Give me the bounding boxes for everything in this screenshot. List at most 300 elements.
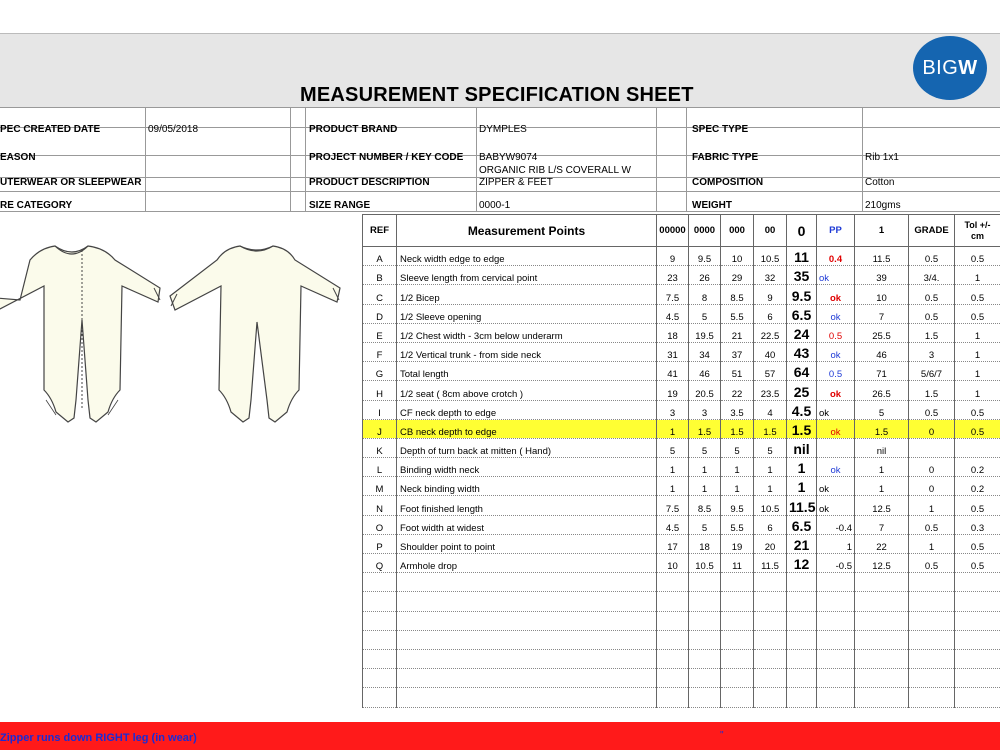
cell-ref: N [363,496,397,515]
cell-grade: 0.5 [909,247,955,266]
cell-s1: 7.5 [657,496,689,515]
cell-s2: 8 [689,285,721,304]
cell-s1: 17 [657,534,689,553]
cell-mp: Shoulder point to point [397,534,657,553]
table-row [363,342,1000,361]
cell-s2: 34 [689,342,721,361]
spec-type-label: SPEC TYPE [692,124,749,135]
header-size-00: 00 [754,215,787,247]
empty-cell [817,649,855,668]
cell-s6: 1 [855,477,909,496]
empty-cell [754,573,787,592]
cell-s5: 21 [787,534,817,553]
empty-cell [817,573,855,592]
cell-ref: A [363,247,397,266]
cell-s2: 20.5 [689,381,721,400]
cell-s4: 5 [754,438,787,457]
cell-s4: 40 [754,342,787,361]
table-row [363,515,1000,534]
empty-row [363,611,1000,630]
cell-tol: 1 [955,266,1000,285]
cell-pp: ok [817,477,855,496]
empty-cell [754,669,787,688]
cell-s6: 1.5 [855,419,909,438]
cell-mp: 1/2 seat ( 8cm above crotch ) [397,381,657,400]
empty-cell [955,573,1000,592]
cell-grade: 1 [909,534,955,553]
cell-pp: ok [817,496,855,515]
product-description-value-line2: ZIPPER & FEET [479,177,553,188]
cell-mp: Neck width edge to edge [397,247,657,266]
cell-tol: 0.5 [955,400,1000,419]
cell-s1: 19 [657,381,689,400]
empty-cell [955,649,1000,668]
cell-s5: 12 [787,554,817,573]
cell-tol: 1 [955,362,1000,381]
cell-s1: 41 [657,362,689,381]
empty-cell [909,592,955,611]
cell-ref: D [363,304,397,323]
table-row [363,400,1000,419]
page-title: MEASUREMENT SPECIFICATION SHEET [300,84,694,106]
cell-s2: 1 [689,477,721,496]
fabric-type-value: Rib 1x1 [865,152,899,163]
cell-s6: 10 [855,285,909,304]
empty-row [363,630,1000,649]
empty-cell [721,630,754,649]
cell-pp: ok [817,304,855,323]
cell-s2: 9.5 [689,247,721,266]
empty-cell [657,688,689,707]
header-tolerance: Tol +/- cm [955,215,1000,247]
empty-cell [955,688,1000,707]
empty-cell [855,611,909,630]
cell-s4: 11.5 [754,554,787,573]
cell-s4: 6 [754,515,787,534]
cell-grade: 1.5 [909,323,955,342]
header-size-1: 1 [855,215,909,247]
cell-tol: 1 [955,342,1000,361]
cell-s2: 8.5 [689,496,721,515]
top-margin [0,0,1000,33]
empty-cell [909,611,955,630]
cell-pp: 0.5 [817,323,855,342]
cell-tol: 0.5 [955,304,1000,323]
empty-cell [721,669,754,688]
cell-mp: 1/2 Vertical trunk - from side neck [397,342,657,361]
cell-s3: 5.5 [721,515,754,534]
header-size-000: 000 [721,215,754,247]
empty-cell [787,688,817,707]
cell-grade: 3 [909,342,955,361]
cell-tol: 0.2 [955,458,1000,477]
empty-cell [397,649,657,668]
empty-cell [909,630,955,649]
cell-ref: O [363,515,397,534]
cell-s4: 1.5 [754,419,787,438]
cell-s2: 3 [689,400,721,419]
cell-s6: 22 [855,534,909,553]
cell-grade: 3/4. [909,266,955,285]
cell-s3: 11 [721,554,754,573]
empty-cell [397,611,657,630]
cell-s6: 11.5 [855,247,909,266]
empty-cell [397,630,657,649]
cell-s4: 10.5 [754,496,787,515]
empty-cell [817,630,855,649]
cell-s3: 10 [721,247,754,266]
cell-s5: 6.5 [787,515,817,534]
cell-s6: nil [855,438,909,457]
empty-cell [754,592,787,611]
empty-cell [657,669,689,688]
cell-grade: 0.5 [909,515,955,534]
empty-cell [855,669,909,688]
cell-s5: 43 [787,342,817,361]
cell-s1: 7.5 [657,285,689,304]
project-number-value: BABYW9074 [479,152,538,163]
empty-cell [721,573,754,592]
fabric-type-label: FABRIC TYPE [692,152,759,163]
table-row [363,534,1000,553]
product-brand-value: DYMPLES [479,124,527,135]
cell-s1: 31 [657,342,689,361]
table-row [363,362,1000,381]
cell-s1: 23 [657,266,689,285]
cell-mp: 1/2 Chest width - 3cm below underarm [397,323,657,342]
header-pp: PP [817,215,855,247]
footer-mark: " [720,730,724,741]
cell-tol: 0.3 [955,515,1000,534]
footer-note: Zipper runs down RIGHT leg (in wear) [0,732,197,744]
cell-pp: 1 [817,534,855,553]
cell-s6: 7 [855,515,909,534]
table-row [363,496,1000,515]
cell-s5: nil [787,438,817,457]
cell-s6: 25.5 [855,323,909,342]
empty-cell [689,688,721,707]
cell-s2: 18 [689,534,721,553]
empty-cell [817,669,855,688]
cell-s3: 1 [721,458,754,477]
empty-row [363,592,1000,611]
empty-cell [754,649,787,668]
cell-pp: -0.5 [817,554,855,573]
cell-s3: 37 [721,342,754,361]
table-row [363,381,1000,400]
cell-s1: 1 [657,477,689,496]
cell-pp: ok [817,419,855,438]
cell-s2: 5 [689,515,721,534]
cell-grade [909,438,955,457]
cell-s2: 26 [689,266,721,285]
empty-cell [855,573,909,592]
cell-s3: 5 [721,438,754,457]
empty-cell [363,611,397,630]
table-header-row [363,215,1000,247]
empty-row [363,688,1000,707]
cell-s2: 5 [689,304,721,323]
cell-ref: K [363,438,397,457]
spec-created-date-value: 09/05/2018 [148,124,199,135]
cell-s5: 25 [787,381,817,400]
cell-grade: 0.5 [909,400,955,419]
header-grade: GRADE [909,215,955,247]
cell-s4: 32 [754,266,787,285]
table-row [363,438,1000,457]
empty-cell [787,630,817,649]
header-ref: REF [363,215,397,247]
table-row [363,323,1000,342]
cell-s6: 71 [855,362,909,381]
empty-cell [363,592,397,611]
empty-cell [363,688,397,707]
cell-s5: 11.5 [787,496,817,515]
cell-s6: 26.5 [855,381,909,400]
spec-created-date-label: PEC CREATED DATE [0,124,101,135]
cell-s4: 1 [754,458,787,477]
cell-s4: 23.5 [754,381,787,400]
cell-s3: 5.5 [721,304,754,323]
cell-s2: 10.5 [689,554,721,573]
cell-tol: 0.5 [955,496,1000,515]
cell-mp: Binding width neck [397,458,657,477]
empty-cell [721,592,754,611]
cell-mp: Depth of turn back at mitten ( Hand) [397,438,657,457]
weight-value: 210gms [865,200,901,211]
cell-tol: 1 [955,381,1000,400]
cell-s6: 5 [855,400,909,419]
cell-mp: 1/2 Sleeve opening [397,304,657,323]
cell-s3: 9.5 [721,496,754,515]
cell-s3: 21 [721,323,754,342]
cell-s1: 3 [657,400,689,419]
cell-ref: B [363,266,397,285]
cell-s3: 51 [721,362,754,381]
table-row [363,266,1000,285]
cell-grade: 5/6/7 [909,362,955,381]
cell-pp: 0.5 [817,362,855,381]
empty-cell [363,669,397,688]
cell-s6: 46 [855,342,909,361]
header-size-0: 0 [787,215,817,247]
cell-tol: 0.5 [955,534,1000,553]
empty-cell [787,669,817,688]
empty-cell [787,573,817,592]
empty-cell [955,669,1000,688]
cell-s5: 1 [787,458,817,477]
empty-cell [855,630,909,649]
empty-cell [657,573,689,592]
empty-cell [909,573,955,592]
cell-mp: Foot finished length [397,496,657,515]
cell-s3: 1.5 [721,419,754,438]
measurement-table [362,214,1000,708]
size-range-label: SIZE RANGE [309,200,371,211]
cell-s3: 3.5 [721,400,754,419]
cell-mp: CB neck depth to edge [397,419,657,438]
cell-s4: 1 [754,477,787,496]
product-description-value: ORGANIC RIB L/S COVERALL W [479,165,631,176]
empty-cell [909,669,955,688]
cell-grade: 0 [909,419,955,438]
empty-cell [787,649,817,668]
cell-pp: ok [817,342,855,361]
cell-mp: 1/2 Bicep [397,285,657,304]
empty-cell [657,592,689,611]
cell-mp: CF neck depth to edge [397,400,657,419]
empty-cell [397,573,657,592]
spec-info-grid [0,107,1000,212]
cell-s1: 10 [657,554,689,573]
cell-s6: 39 [855,266,909,285]
empty-cell [855,688,909,707]
cell-s2: 1 [689,458,721,477]
cell-grade: 0.5 [909,285,955,304]
table-row [363,477,1000,496]
cell-s3: 22 [721,381,754,400]
empty-cell [689,592,721,611]
cell-grade: 1.5 [909,381,955,400]
cell-s5: 4.5 [787,400,817,419]
cell-grade: 0 [909,477,955,496]
empty-cell [909,649,955,668]
weight-label: WEIGHT [692,200,732,211]
cell-s4: 4 [754,400,787,419]
cell-ref: H [363,381,397,400]
cell-s2: 19.5 [689,323,721,342]
logo-prefix: BIG [922,56,959,79]
cell-s1: 5 [657,438,689,457]
composition-value: Cotton [865,177,895,188]
cell-tol: 0.5 [955,419,1000,438]
empty-cell [657,611,689,630]
garment-back-sketch [165,240,345,430]
composition-label: COMPOSITION [692,177,764,188]
cell-s2: 1.5 [689,419,721,438]
cell-s1: 1 [657,419,689,438]
cell-grade: 0.5 [909,304,955,323]
cell-ref: J [363,419,397,438]
table-row [363,304,1000,323]
empty-cell [397,669,657,688]
cell-mp: Armhole drop [397,554,657,573]
empty-cell [787,611,817,630]
cell-s1: 4.5 [657,515,689,534]
cell-s1: 9 [657,247,689,266]
cell-s5: 35 [787,266,817,285]
cell-tol: 1 [955,323,1000,342]
cell-mp: Neck binding width [397,477,657,496]
empty-cell [754,611,787,630]
cell-s4: 20 [754,534,787,553]
cell-s5: 1 [787,477,817,496]
table-row [363,458,1000,477]
cell-s1: 4.5 [657,304,689,323]
cell-tol: 0.5 [955,247,1000,266]
cell-s2: 5 [689,438,721,457]
empty-cell [817,611,855,630]
empty-cell [397,592,657,611]
cell-s4: 6 [754,304,787,323]
cell-s4: 57 [754,362,787,381]
empty-cell [817,688,855,707]
cell-s1: 1 [657,458,689,477]
cell-tol: 0.5 [955,554,1000,573]
cell-s5: 1.5 [787,419,817,438]
product-brand-label: PRODUCT BRAND [309,124,398,135]
empty-cell [721,611,754,630]
cell-ref: C [363,285,397,304]
cell-grade: 0 [909,458,955,477]
cell-ref: L [363,458,397,477]
empty-cell [855,592,909,611]
cell-ref: F [363,342,397,361]
cell-pp: ok [817,285,855,304]
empty-cell [397,688,657,707]
bigw-logo [913,36,987,100]
empty-cell [363,573,397,592]
cell-ref: Q [363,554,397,573]
empty-row [363,669,1000,688]
empty-cell [721,649,754,668]
empty-cell [689,573,721,592]
empty-cell [689,649,721,668]
core-category-label: RE CATEGORY [0,200,73,211]
cell-mp: Sleeve length from cervical point [397,266,657,285]
table-row [363,285,1000,304]
cell-s6: 12.5 [855,496,909,515]
cell-ref: M [363,477,397,496]
cell-s3: 29 [721,266,754,285]
cell-ref: P [363,534,397,553]
cell-tol: 0.5 [955,285,1000,304]
cell-pp: ok [817,266,855,285]
garment-front-sketch [0,240,175,430]
cell-s6: 7 [855,304,909,323]
empty-cell [689,611,721,630]
empty-cell [721,688,754,707]
table-row [363,247,1000,266]
cell-pp: ok [817,458,855,477]
empty-cell [787,592,817,611]
header-size-0000: 0000 [689,215,721,247]
empty-cell [689,630,721,649]
cell-s3: 19 [721,534,754,553]
outerwear-sleepwear-label: UTERWEAR OR SLEEPWEAR [0,177,142,188]
project-number-label: PROJECT NUMBER / KEY CODE [309,152,464,163]
cell-s6: 12.5 [855,554,909,573]
empty-cell [955,611,1000,630]
empty-cell [955,630,1000,649]
size-range-value: 0000-1 [479,200,511,211]
cell-pp: ok [817,381,855,400]
cell-s3: 8.5 [721,285,754,304]
cell-s5: 24 [787,323,817,342]
cell-mp: Foot width at widest [397,515,657,534]
empty-cell [754,630,787,649]
cell-s5: 9.5 [787,285,817,304]
empty-cell [689,669,721,688]
empty-cell [817,592,855,611]
header-measurement-points: Measurement Points [397,215,657,247]
cell-s2: 46 [689,362,721,381]
table-row [363,554,1000,573]
cell-pp: 0.4 [817,247,855,266]
cell-s6: 1 [855,458,909,477]
cell-grade: 1 [909,496,955,515]
cell-mp: Total length [397,362,657,381]
